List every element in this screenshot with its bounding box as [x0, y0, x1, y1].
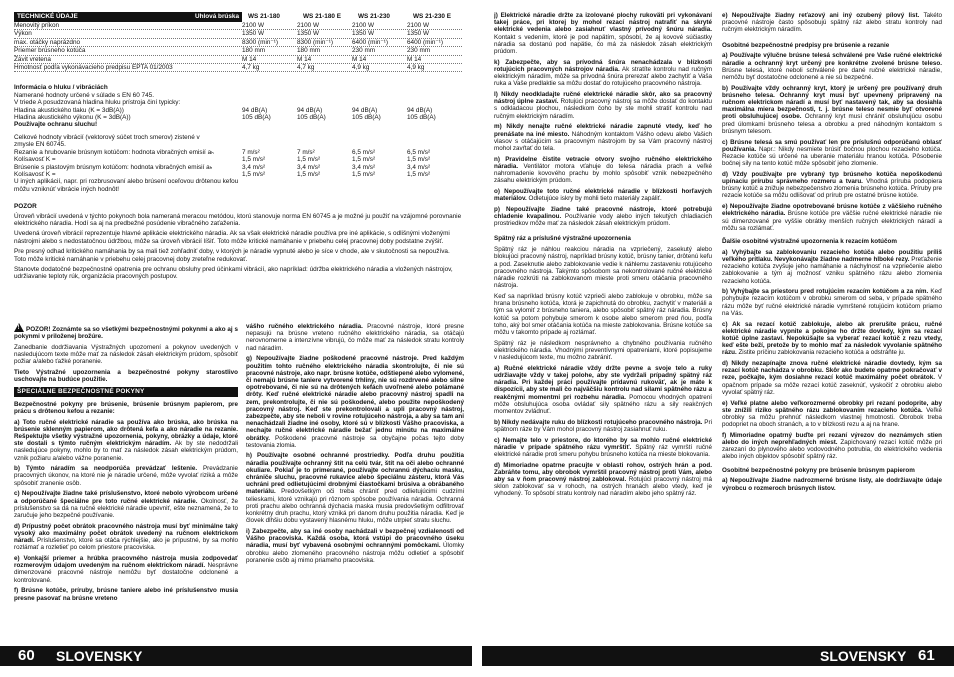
row-label: Priemer brúsneho kotúča — [14, 47, 86, 55]
column-a — [14, 323, 238, 641]
row-label: max. otáčky naprázdno — [14, 38, 81, 46]
kickback-heading: Spätný ráz a príslušné výstražné upozornenia — [494, 235, 631, 243]
kick-a-text: Pomocou vhodných opatrení môže obsluhujúca osoba ovládať sily spätného rázu a sily reakčných momentov zvládnuť. — [494, 393, 712, 415]
kick-c-bold: c) Nemajte telo v priestore, do ktorého by sa mohlo ručné elektrické náradie v prípade spätného rázu vymrštiť. — [494, 436, 712, 451]
warning-icon — [14, 323, 24, 332]
row-value: 94 dB(A) — [407, 106, 433, 114]
cut-e-text: Veľké obrobky sa môžu prehnúť následkom vlastnej hmotnosti. Obrobok treba podopriet na oboch stranách, a to v blízkosti rezu a aj na hrane. — [722, 406, 942, 429]
item-f-text: Pracovné nástroje, ktoré presne nepasujú na brúsne vreteno ručného elektrického náradia, sa otáčajú nerovnomerne a intenzívne vibrujú, čo môže mať za následok stratu kontroly nad náradím. — [246, 323, 464, 352]
row-value: 6,5 m/s² — [407, 148, 431, 156]
vib-intro: Celkové hodnoty vibrácií (vektorový súčet troch smerov) zistené v zmysle EN 60745. — [14, 133, 200, 149]
row-value: M 14 — [352, 55, 367, 63]
pozor-p3: Pre presný odhad kritického namáhania by sa mali tiež zohľadniť doby, v ktorých je náradie vypnuté alebo je síce v chode, ale v skutočnosti sa nepoužíva. Toto môže kritické namáhanie v priebehu celej pracovnej doby zreteľne redukovať. — [14, 248, 450, 263]
row-label: Kolísavosť K = — [14, 170, 56, 178]
spec-rows — [14, 22, 462, 72]
row-value: 3,4 m/s² — [407, 163, 431, 171]
row-label: Hmotnosť podľa vykonávacieho predpisu EPTA 01/2003 — [14, 64, 173, 72]
row-value: M 14 — [407, 55, 422, 63]
page-left — [0, 0, 472, 677]
item-m-text: Náhodným kontaktom Vášho odevu alebo Vašich vlasov s otáčajúcim sa pracovným nástrojom by sa Vám pracovný nástroj mohol zavŕtať do tela. — [494, 130, 712, 152]
cut-a-bold: a) Vyhýbajte sa zablokovaniu rezacieho kotúča alebo použitiu príliš veľkého prítlaku. Nevykonávajte žiadne nadmerne hlboké rezy. — [722, 248, 942, 263]
row-value: 105 dB(A) — [352, 114, 381, 122]
table-row — [14, 30, 462, 38]
row-value: 230 mm — [407, 47, 431, 55]
item-j-bold: j) Elektrické náradie držte za izolované plochy rukoväti pri vykonávaní takej práce, pri ktorej by mohol rezací nástroj natrafiť na skryté elektrické vedenia alebo zasiahnuť vlastný prívodný šnúru náradia. — [494, 12, 712, 34]
kick-b-text: Pri spätnom ráze by Vám mohol pracovný nástroj zasiahnuť ruku. — [494, 418, 712, 433]
row-value: 1350 W — [352, 30, 375, 38]
pozor-p1: Úroveň vibrácií uvedená v týchto pokynoch bola nameraná meracou metódou, ktorú stanovuje norma EN 60745 a je možné ju použiť na vzájomné porovnanie elektrického náradia. Hodí sa aj na predbežné posúdenie vibračného zaťaženia. — [14, 212, 462, 227]
item-b-bold: b) Týmto náradím sa neodporúča prevádzať leštenie. — [14, 465, 198, 473]
table-row — [14, 149, 462, 156]
row-value: 94 dB(A) — [242, 106, 268, 114]
page-number-right: 61 — [918, 647, 935, 664]
spec-title: TECHNICKÉ ÚDAJE — [17, 13, 78, 21]
technical-data-table — [14, 12, 462, 281]
kick-e-text: Takéto pracovné nástroje často spôsobujú spätný ráz alebo stratu kontroly nad ručným elektrickým náradím. — [722, 12, 942, 34]
item-l-bold: l) Nikdy neodkladajte ručné elektrické náradie skôr, ako sa pracovný nástroj úplne zastaví. — [494, 91, 712, 106]
row-value: 1,5 m/s² — [352, 170, 376, 178]
cut-f-text: Zapichovaný rezací kotúč môže pri zarezaní do plynového alebo vodovodného potrubia, do elektrického vedenia alebo iných objektov spôsobiť spätný ráz. — [722, 439, 942, 461]
table-row — [14, 56, 462, 64]
kickback-p2: Keď sa napríklad brúsny kotúč vzprieči alebo zablokuje v obrobku, môže sa hrana brúsneho kotúča, ktorá je zapichnutá do obrobku, zachytiť v materiáli a tým sa vylomiť z brúsneho taniera, alebo spôsobiť spätný ráz náradia. Brúsny kotúč sa potom pohybuje smerom k osobe alebo smerom pred ňou, podľa toho, aký bol smer otáčania kotúča na mieste zablokovania. Brúsne kotúče sa môžu v takomto prípade aj rozlámať. — [494, 292, 712, 336]
sanding-heading: Osobitné bezpečnostné pokyny pre brúsenie brúsnym papierom — [722, 466, 915, 474]
row-label: Hladina akustického výkonu (K = 3dB(A)) — [14, 114, 131, 122]
row-value: 2100 W — [297, 22, 320, 29]
row-value: 1,5 m/s² — [407, 156, 431, 164]
row-value: 94 dB(A) — [352, 106, 378, 114]
grinding-heading: Osobitné bezpečnostné predpisy pre brúsenie a rezanie — [722, 41, 890, 49]
item-k-bold: k) Zabezpečte, aby sa prívodná šnúra nenachádzala v blízkosti rotujúcich pracovných nástrojov náradia. — [494, 58, 712, 73]
item-o-bold: o) Nepoužívajte toto ručné elektrické náradie v blízkosti horľavých materiálov. — [494, 187, 712, 203]
grind-b-bold: b) Používajte vždy ochranný kryt, ktorý je určený pre používaný druh brúsneho telesa. Ochranný kryt musí byť upevnený pripravený na ručnom elektrickom náradí a musí byť nastavený tak, aby sa dosiahla maximálna miera bezpečnosti, t. j. brúsne teleso nesmie byť otvorené proti obsluhujúcej osobe. — [722, 84, 942, 121]
item-m-bold: m) Nikdy nenajte ručné elektrické náradie zapnuté vtedy, keď ho prenášate na iné miesto. — [494, 123, 712, 138]
cut-d-text: V opačnom prípade sa môže rezací kotúč zaseknúť, vyskočiť z obrobku alebo vyvolať spätný ráz. — [722, 374, 942, 396]
row-value: 4,7 kg — [297, 64, 315, 72]
row-value: 3,4 m/s² — [242, 163, 266, 171]
item-g-text: Poškodené pracovné nástroje sa obyčajne počas tejto doby testovania zlomia. — [246, 434, 464, 449]
ear-protection: Používajte ochranu sluchu! — [14, 121, 98, 129]
item-n-bold: n) Pravidelne čistite vetracie otvory svojho ručného elektrického náradia. — [494, 155, 712, 170]
model-header: WS 21-180 E — [303, 13, 342, 21]
item-n-text: Ventilátor motora vťahuje do telesa náradia prach a veľké nahromadenie kovového prachu by mohlo spôsobiť vznik nebezpečného zásahu elektrickým prúdom. — [494, 162, 712, 185]
column-c — [494, 12, 712, 640]
row-value: 4,9 kg — [352, 64, 370, 72]
row-label: Závit vretena — [14, 55, 51, 63]
row-value: 4,9 kg — [407, 64, 425, 72]
kick-d-bold: d) Mimoriadne opatrne pracujte v oblasti rohov, ostrých hrán a pod. Zabráňte tomu, aby obrobok vymrštil pracovný nástroj proti Vám, alebo aby sa v ňom pracovný nástroj zablokoval. — [494, 461, 712, 484]
item-k-text: Ak stratíte kontrolu nad ručným elektrickým náradím, môže sa prívodná šnúra prerezať alebo zachytiť a Vaša ruka a Vaše predlaktie sa môžu dostať do rotujúceho pracovného nástroja. — [494, 65, 712, 88]
row-label: Výkon — [14, 30, 32, 38]
kick-b-bold: b) Nikdy nedávajte ruku do blízkosti rotujúceho pracovného nástroja. — [494, 418, 703, 426]
row-value: 1350 W — [297, 30, 320, 38]
row-value: 1,5 m/s² — [297, 170, 321, 178]
kick-c-text: Spätný ráz vymrští ručné elektrické náradie proti smeru pohybu brúsneho kotúča na mieste blokovania. — [494, 443, 712, 458]
table-row — [14, 164, 462, 171]
item-o-text: Odletujúce iskry by mohli tieto materiály zapáliť. — [528, 195, 662, 203]
row-value: 2100 W — [352, 22, 375, 29]
pozor-p4: Stanovte dodatočné bezpečnostné opatrenia pre ochranu obsluhy pred účinkami vibrácií, ako napríklad: údržba elektrického náradia a vložených nástrojov, udržiavanie teploty rúk, organizácia pracovných postupov. — [14, 265, 453, 281]
grind-c-text: Napr.: Nikdy nesmiete brúsiť bočnou plochou rezacieho kotúča. Rezacie kotúče sú určené na uberanie materiálu hranou kotúča. Pôsobenie bočnej sily na tento kotúč môže spôsobiť jeho zlomenie. — [722, 145, 942, 168]
warn-keep: Tieto Výstražné upozornenia a bezpečnostné pokyny starostlivo uschovajte na budúce použitie. — [14, 369, 238, 384]
kick-a-bold: a) Ručné elektrické náradie vždy držte pevne a svoje telo a ruky udržiavajte vždy v takej polohe, aby ste vydržali prípadný spätný ráz náradia. Pri každej práci používajte prídavnú rukoväť, ak je máte k dispozícii, aby ste mali čo najväčšiu kontrolu nad silami spätného rázu a reakčnými momentmi pri rozbehu náradia. — [494, 364, 712, 401]
item-f-bold: f) Brúsne kotúče, príruby, brúsne taniere alebo iné príslušenstvo musia presne pasovať na brúsne vreteno — [14, 587, 238, 602]
row-value: 3,4 m/s² — [352, 163, 376, 171]
item-b-text: Prevádzanie pracovných úkonov, na ktoré nie je náradie určené, môže vyvolať riziká a môže spôsobiť zranenie osôb. — [14, 465, 238, 487]
noise-p1: Namerané hodnoty určené v súlade s EN 60 745. — [14, 91, 154, 99]
noise-rows — [14, 107, 462, 122]
row-label: Rezanie a hrubovanie brúsnym kotúčom: hodnota vibračných emisií aₕ — [14, 148, 214, 156]
table-row — [14, 114, 462, 121]
vib-rows — [14, 149, 462, 179]
item-e-bold: e) Vonkajší priemer a hrúbka pracovného nástroja musia zodpovedať rozmerovým údajom uvedeným na ručnom elektrickom náradí. — [14, 554, 238, 570]
item-e-text: Nesprávne dimenzované pracovné nástroje nemôžu byť dostatočne odclonené a kontrolované. — [14, 562, 238, 584]
row-value: 105 dB(A) — [407, 114, 436, 122]
cut-d-bold: d) Nikdy nezapínajte znova ručné elektrické náradie dovtedy, kým sa rezací kotúč nachádza v obrobku. Skôr ako budete opatrne pokračovať v reze, počkajte, kým dosiahne rezací kotúč maximálny počet obrátok. — [722, 360, 942, 382]
grind-a-bold: a) Používajte výlučne brúsne telesá schválené pre Vaše ručné elektrické náradie a ochranný kryt určený pre konkrétne zvolené brúsne teleso. — [722, 52, 942, 67]
section-special-safety: ŠPECIÁLNE BEZPEČNOSTNÉ POKYNY — [14, 387, 238, 396]
row-label: Hladina akustického tlaku (K = 3dB(A)) — [14, 106, 124, 114]
model-header: WS 21-230 — [358, 13, 390, 21]
warn-bold: POZOR! Zoznámte sa so všetkými bezpečnostnými pokynmi a ako aj s pokynmi v priloženej brožúre. — [14, 326, 238, 341]
item-p-bold: p) Nepoužívajte žiadne také pracovné nástroje, ktoré potrebujú chladenie kvapalinou. — [494, 205, 712, 221]
pozor-heading: POZOR — [14, 203, 37, 211]
model-header: WS 21-230 E — [413, 13, 452, 21]
table-row — [14, 22, 462, 30]
safety-intro: Bezpečnostné pokyny pre brúsenie, brúsenie brúsnym papierom, pre prácu s drôtenou kefou a rezanie: — [14, 400, 238, 415]
row-value: 7 m/s² — [297, 148, 315, 156]
grind-e-text: Brúsne kotúče pre väčšie ručné elektrické náradie nie sú dimenzované pre vyššie obrátky menších ručných elektrických náradí a môžu sa rozlámať. — [722, 210, 942, 232]
page-number-left: 60 — [18, 647, 35, 664]
cut-b-bold: b) Vyhýbajte sa priestoru pred rotujúcim rezacím kotúčom a za ním. — [722, 288, 929, 296]
item-a-bold: a) Toto ručné elektrické náradie sa používa ako brúska, ako brúska na brúsenie sklenným papierom, ako drôtená kefa a ako náradie na rezanie. Rešpektujte všetky výstražné upozornenia, pokyny, obrázky a údaje, ktoré ste dostali s týmto ručným elektrickým náradím. — [14, 418, 238, 448]
grind-d-bold: d) Vždy používajte pre vybraný typ brúsneho kotúča nepoškodenú upínaciu prírubu správneho rozmeru a tvaru. — [722, 170, 942, 186]
grind-a-text: Brúsne telesá, ktoré neboli schválené pre dané ručné elektrické náradie, nemôžu byť dostatočne odclonené a nie sú bezpečné. — [722, 66, 942, 81]
row-value: 180 mm — [297, 47, 321, 55]
row-value: 1350 W — [242, 30, 265, 38]
row-value: 180 mm — [242, 47, 266, 55]
row-value: 1350 W — [407, 30, 430, 38]
page-right — [482, 0, 954, 677]
kickback-p1: Spätný ráz je náhlou reakciou náradia na vzpriečený, zasekutý alebo blokujúci pracovný nástroj, napríklad brúsny kotúč, brúsny tanier, drôtenú kefu a pod. Zaseknutie alebo zablokovanie vedie k náhlemu zastaveniu rotujúceho pracovného nástroja. Takýmto spôsobom sa nekontrolované ručné elektrické náradie rozkrúti na zablokovanom mieste proti smeru otáčania pracovného nástroja. — [494, 246, 712, 290]
language-label-right: SLOVENSKY — [820, 648, 907, 664]
row-value: 4,7 kg — [242, 64, 260, 72]
row-value: M 14 — [242, 55, 257, 63]
item-i-bold: i) Zabezpečte, aby sa iné osoby nachádzali v bezpečnej vzdialenosti od Vášho pracoviska. Každá osoba, ktorá vstúpi do pracovného úseku náradia, musí byť vybavená osobnými ochrannými pomôckami. — [246, 527, 464, 550]
item-p-text: Používanie vody alebo iných tekutých chladiacich prostriedkov môže mať za následok zásah elektrickým prúdom. — [494, 213, 712, 228]
noise-p2: V triede A posudzovaná hladina hluku prístroja činí typicky: — [14, 99, 181, 107]
item-h-bold: h) Používajte osobné ochranné prostriedky. Podľa druhu použitia náradia používajte ochranný štít na celú tvár, štít na oči alebo ochranné okuliare. Pokiaľ je to primerané, používajte ochrannú dýchaciu masku, chrániče sluchu, pracovné rukavice alebo špeciálnu zásteru, ktorá Vás uchráni pred odlietujúcimi drobnými čiastočkami brúsiva a obrábaného materiálu. — [246, 452, 464, 496]
row-value: 105 dB(A) — [297, 114, 326, 122]
row-label: Kolísavosť K = — [14, 156, 56, 164]
row-value: 1,5 m/s² — [352, 156, 376, 164]
row-value: 8300 (min⁻¹) — [242, 38, 279, 46]
row-label: Menovitý príkon — [14, 22, 60, 29]
cutting-heading: Ďalšie osobitné výstražné upozornenia k rezacím kotúčom — [722, 237, 897, 245]
item-d-text: Príslušenstvo, ktoré sa otáča rýchlejšie, ako je prípustné, by sa mohlo rozlámať a rozletieť po celom priestore pracoviska. — [14, 537, 238, 552]
item-d-bold: d) Prípustný počet obrátok pracovného nástroja musí byť minimálne taký vysoký ako maximálny počet obrátok uvedený na ručnom elektrickom náradí. — [14, 522, 238, 545]
table-row — [14, 107, 462, 114]
kick-e-bold: e) Nepoužívajte žiadny reťazový ani iný ozubený pílový list. — [722, 12, 920, 19]
warn-text: Zanedbanie dodržiavania Výstražných upozornení a pokynov uvedených v nasledujúcom texte môže mať za následok zásah elektrickým prúdom, spôsobiť požiar a/alebo ťažké poranenie. — [14, 343, 238, 366]
cut-c-text: Zistite príčinu zablokovania rezacieho kotúča a odstráňte ju. — [738, 349, 906, 357]
row-value: 7 m/s² — [242, 148, 260, 156]
row-value: 2100 W — [407, 22, 430, 29]
row-value: M 14 — [297, 55, 312, 63]
column-d — [722, 12, 942, 640]
spec-header — [14, 12, 462, 22]
row-value: 1,5 m/s² — [242, 170, 266, 178]
row-value: 94 dB(A) — [297, 106, 323, 114]
noise-heading: Informácia o hluku / vibráciách — [14, 84, 108, 92]
row-label: Brúsenie s plastovým brúsnym kotúčom: hodnota vibračných emisií aₕ — [14, 163, 213, 171]
row-value: 1,5 m/s² — [242, 156, 266, 164]
column-b — [246, 323, 464, 641]
kick-d-text: Rotujúci pracovný nástroj má sklon zablokovať sa v rohoch, na ostrých hranách alebo vtedy, keď je vyhodený. To spôsobí stratu kontroly nad náradím alebo jeho spätný ráz. — [494, 476, 712, 498]
cut-a-text: Preťaženie rezacieho kotúča zvyšuje jeho namáhanie a náchylnosť na vzpriečenie alebo zablokovanie a tým aj možnosť vzniku spätného rázu alebo zlomenia rezacieho kotúča. — [722, 255, 942, 285]
grind-d-text: Vhodná príruba podopiera brúsny kotúč a znižuje nebezpečenstvo zlomenia brúsneho kotúča. Príruby pre rezacie kotúče sa môžu odlišovať od prírub pre ostatné brúsne kotúče. — [722, 178, 942, 200]
row-value: 1,5 m/s² — [407, 170, 431, 178]
item-a-text: Ak by ste nedodržali nasledujúce pokyny, mohlo by to mať za následok zásah elektrickým prúdom, vznik požiaru a/alebo vážne poranenie. — [14, 440, 238, 462]
grind-e-bold: e) Nepoužívajte žiadne opotrebované brúsne kotúče z väčšieho ručného elektrického náradia. — [722, 203, 942, 218]
item-c-text: Okolnosť, že príslušenstvo sa dá na ručné elektrické náradie upevniť, ešte neznamená, že to zaručuje jeho bezpečné používanie. — [14, 497, 238, 519]
item-j-text: Kontakt s vedením, ktoré je pod napätím, spôsobí, že aj kovové súčiastky náradia sa dostanú pod napätie, čo má za následok zásah elektrickým prúdom. — [494, 33, 712, 56]
grind-b-text: Ochranný kryt musí chrániť obsluhujúcu osobu pred úlomkami brúsneho telesa a obrobku a pred náhodným kontaktom s brúsnym telesom. — [722, 113, 942, 135]
kickback-p3: Spätný ráz je následkom nesprávneho a chybného používania ručného elektrického náradia. Vhodnými preventívnymi opatreniami, ktoré popisujeme v nasledujúcom texte, mu možno zabrániť. — [494, 339, 712, 362]
item-l-text: Rotujúci pracovný nástroj sa môže dostať do kontaktu s odkladacou plochou, následkom čoho by ste mohli stratiť kontrolu nad ručným elektrickým náradím. — [494, 98, 712, 120]
row-value: 6,5 m/s² — [352, 148, 376, 156]
spec-subtitle: Uhlová brúska — [194, 13, 239, 21]
item-h-text: Predovšetkým oči treba chrániť pred odlietujúcimi cudzími telieskami, ktoré vznikajú pri rôznom spôsobe používania náradia. Ochranná proti prachu alebo ochranná dýchacia maska musia predovšetkým odfiltrovať konkrétny druh prachu, ktorý vzniká pri danom druhu použitia náradia. Keď je človek dlhšiu dobu vystavený hlasnému hluku, môže utrpieť stratu sluchu. — [246, 488, 464, 525]
grind-c-bold: c) Brúsne telesá sa smú používať len pre príslušnú odporúčanú oblasť používania. — [722, 138, 942, 153]
item-f-cont: vášho ručného elektrického náradia. — [246, 323, 363, 330]
item-c-bold: c) Nepoužívajte žiadne také príslušenstvo, ktoré nebolo výrobcom určené a odporúčané špeciálne pre toto ručné elektrické náradie. — [14, 490, 238, 505]
row-value: 105 dB(A) — [242, 114, 271, 122]
sand-a-bold: a) Nepoužívajte žiadne nadrozmerné brúsne listy, ale dodržiavajte údaje výrobcu o rozmeroch brúsnych listov. — [722, 477, 942, 492]
noise-block — [14, 84, 462, 193]
model-header: WS 21-180 — [248, 13, 280, 21]
table-row — [14, 171, 462, 178]
table-row — [14, 156, 462, 163]
row-value: 2100 W — [242, 22, 265, 29]
cut-e-bold: e) Veľké platne alebo veľkorozmerné obrobky pri rezaní podoprite, aby ste znížili riziko spätného rázu zablokovaním rezacieho kotúča. — [722, 399, 942, 414]
table-row — [14, 47, 462, 55]
pozor-p2: Uvedená úroveň vibrácií reprezentuje hlavné aplikácie elektrického náradia. Ak sa však elektrické náradie používa pre iné aplikácie, s odlišnými vloženými nástrojmi alebo s nedostatočnou údržbou, môže sa úroveň vibrácií líšiť. Toto môže kritické namáhanie v priebehu celej pracovnej doby podstatne zvýšiť. — [14, 230, 450, 245]
vib-other: U iných aplikácií, napr. pri rozbrusovaní alebo brúsení oceľovou drôtenou kefou môžu vzniknúť vibrácie iných hodnôt! — [14, 178, 239, 193]
row-value: 3,4 m/s² — [297, 163, 321, 171]
language-label-left: SLOVENSKY — [56, 648, 143, 664]
row-value: 8300 (min⁻¹) — [297, 38, 334, 46]
row-value: 230 mm — [352, 47, 376, 55]
table-row — [14, 39, 462, 47]
item-i-text: Úlomky obrobku alebo zlomeného pracovného nástroja môžu odletieť a spôsobiť poranenie osôb aj mimo priameho pracoviska. — [246, 542, 464, 564]
pozor-block — [14, 203, 462, 281]
row-value: 6400 (min⁻¹) — [407, 38, 444, 46]
item-g-bold: g) Nepoužívajte žiadne poškodené pracovné nástroje. Pred každým použitím tohto ručného elektrického náradia skontrolujte, či nie sú pracovné nástroje, ako napr. brúsne kotúče, odštiepené alebo vylomené, či nemajú brúsne taniere vytvorené trhliny, nie sú rozdrvené alebo silne opotrebované, či nie sú na drôtených kefách uvoľnené alebo polámané drôty. Keď ručné elektrické náradie alebo pracovný nástroj spadli na zem, prekontrolujte, či nie sú poškodené, alebo použite nepoškodený pracovný nástroj. Keď ste prekontrolovali a upli pracovný nástroj, zabezpečte, aby ste neboli v rovine rotujúceho nástroja, a aby sa tam ani nenachádzali žiadne iné osoby, ktoré sú v blízkosti Vášho pracoviska, a nechajte ručné elektrické náradie bežať jednu minútu na maximálne obrátky. — [246, 355, 464, 442]
cut-f-bold: f) Mimoriadne opatrný buďte pri rezaní výrezov do neznámych stien alebo do iných neprehľadných miest. — [722, 431, 942, 447]
row-value: 1,5 m/s² — [297, 156, 321, 164]
table-row — [14, 64, 462, 72]
cut-c-bold: c) Ak sa rezací kotúč zablokuje, alebo ak prerušíte prácu, ručné elektrické náradie vypnite a pokojne ho držte dovtedy, kým sa rezací kotúč úplne zastaví. Nepokúšajte sa vyberať rezací kotúč z rezu vtedy, keď ešte beží, pretože by to mohlo mať za následok vyvolanie spätného rázu. — [722, 320, 942, 357]
cut-b-text: Keď pohybujte rezacím kotúčom v obrobku smerom od seba, v prípade spätného rázu môže byť ručné elektrické náradie vymrštené rotujúcim kotúčom priamo na Vás. — [722, 288, 942, 317]
row-value: 6400 (min⁻¹) — [352, 38, 389, 46]
